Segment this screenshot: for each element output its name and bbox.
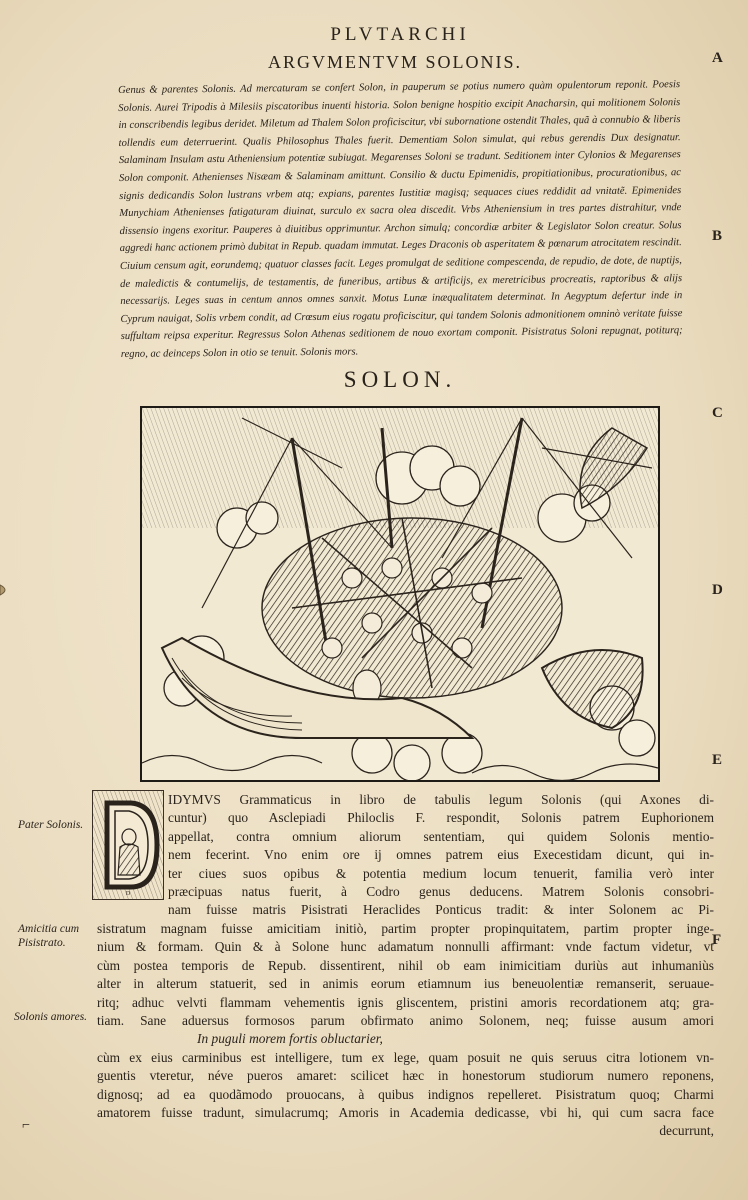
body-text-opening xyxy=(168,791,714,920)
initial-d-ornament xyxy=(93,791,163,899)
body-line: ter ciues suos opibus & potentia medium locum tenuerit, familia verò inter xyxy=(168,865,714,881)
margin-letter-a: A xyxy=(712,50,723,66)
verse-line: In puguli morem fortis obluctarier, xyxy=(197,1031,383,1047)
body-line: tiam. Sane aduersus formosos parum obfirmato animo Solonem, neq; fuisse ausum amori xyxy=(97,1013,714,1029)
argument-title: ARGVMENTVM SOLONIS. xyxy=(267,52,522,72)
body-line: præcipuas natus fuerit, à Codro genus deducens. Matrem Solonis consobri- xyxy=(168,884,714,900)
margin-letter-e: E xyxy=(712,752,723,768)
body-line: amatorem fuisse tradunt, simulacrumq; Amoris in Academia dedicasse, vbi hi, qui cum sacra face xyxy=(97,1105,714,1121)
woodcut-illustration xyxy=(140,406,660,782)
sea-battle-woodcut xyxy=(142,408,658,780)
bottom-mark: ⌐ xyxy=(22,1118,30,1133)
body-line: ritq; adhuc velvti flammam vehementis ignis gliscentem, pristini amoris recordationem atq; gra- xyxy=(97,994,714,1010)
body-line: nam fuisse matris Pisistrati Heraclides Ponticus tradit: & inter Solonem ac Pi- xyxy=(168,902,714,918)
body-line: cùm ex eius carminibus est intelligere, tum ex lege, quam posuit ne quis seruus citra lotionem vn- xyxy=(97,1049,714,1065)
page-tab-mark xyxy=(0,582,16,598)
body-line: IDYMVS Grammaticus in libro de tabulis legum Solonis (qui Axones di- xyxy=(168,792,714,807)
side-note-amores: Solonis amores. xyxy=(14,1011,88,1023)
body-line: nem fecerint. Vno enim ore ij omnes patrem eius Execestidam dicunt, qui in- xyxy=(168,847,714,863)
side-note-amicitia: Amicitia cum Pisistrato. xyxy=(18,923,79,949)
running-head: PLVTARCHI xyxy=(330,24,470,45)
initial-letter: D xyxy=(125,891,131,897)
body-line: cuntur) quo Asclepiadi Philoclis F. respondit, Solonis patrem Euphorionem xyxy=(168,810,714,826)
decorated-initial xyxy=(92,790,164,900)
body-text-continued xyxy=(97,920,714,1141)
body-line: cùm postea temporis de Repub. dissentirent, nihil ob eam inimicitiam duriùs aut inhumaniùs xyxy=(97,957,714,973)
catchword-line: decurrunt, xyxy=(659,1123,714,1139)
body-line: alter in alterum statuerit, sed in animis eorum etiamnum ius beneuolentiæ remanserit, seruaue- xyxy=(97,976,714,992)
body-line: guentis vteretur, néve pueros amaret: scilicet hæc in honestorum studiorum numero reponens, xyxy=(97,1068,714,1084)
body-line: nium & formam. Quin & à Solone hunc adamatum nonnulli affirmant: vnde factum videtur, vt xyxy=(97,939,714,955)
margin-letter-d: D xyxy=(712,582,723,598)
margin-letter-c: C xyxy=(712,405,723,421)
side-note-pater: Pater Solonis. xyxy=(18,819,84,831)
section-title: SOLON. xyxy=(343,367,457,392)
body-line: sistratum magnam fuisse amicitiam initiò, partim propter propinquitatem, partim propter inge- xyxy=(97,921,714,936)
margin-letter-f: F xyxy=(712,932,722,948)
argument-paragraph: Genus & parentes Solonis. Ad mercaturam se confert Solon, in pauperum se potius numero quàm opulentorum reponit. Poesis Solonis. Aurei Tripodis à Milesiis piscatoribus inuenti historia. Solon benigne hospitio excipit Anacharsin, qui molitionem Solonis in conscribendis legibus deridet. Miletum ad Thalem Solon proficiscitur, vbi subornatione ostendit Thales, quã à connubio & liberis tollendis eum deterruerint. Qualis Philosophus Thales fuerit. Dementiam Solon simulat, qui rebus gerendis Dux designatur. Salaminam Insulam astu Atheniensium potentiæ subiugat. Megarenses Soloni se tradunt. Seditionem inter Cylonios & Megarenses Solon componit. Athenienses Nisæam & Salaminam amittunt. Consilio & ductu Epimenidis, propitiationibus, procurationibus, ac signis dedicandis Solon lustrans vrbem atq; expians, parentes Iustitiæ magisq; sequaces ciues reddidit ad vnitatẽ. Epimenides Munychiam Athenienses fatigaturam diuinat, surculo ex sacra olea discedit. Vrbs Atheniensium in tres partes distrahitur, vnde dissensio ingens exoritur. Pauperes à diuitibus opprimuntur. Archon simulq; concordiæ arbiter & Legislator Solon creatur. Solus aggredi hanc actionem primò dubitat in Repub. quadam immutat. Leges Draconis ob asperitatem & pœnarum atrocitatem rescindit. Ciuium censum agit, eorundemq; quatuor classes facit. Leges promulgat de seditione compescenda, de repudio, de dote, de nuptijs, de maledictis & contumelijs, de testamentis, de funeribus, artibus & artificijs, ex meretricibus procreatis, raptoribus & alijs necessarijs. Leges suas in centum annos omnes sanxit. Motus Lunæ inæqualitatem determinat. In Aegyptum defertur inde in Cyprum nauigat, Solis vrbem condit, ad Crœsum eius rogatu proficiscitur, qui tandem Solonis admonitionem omninò veritate fuisse suffultam reipsa experitur. Regressus Solon Athenas seditionem de nouo exortam componit. Pisistratus Soloni repugnat, potiturq; regno, ac deinceps Solon in otio se tenuit. Solonis mors. xyxy=(118,79,683,360)
body-line: appellat, contra omnium aliorum sententiam, qui quidem Solonis mentio- xyxy=(168,828,714,844)
body-line: dignosq; ad ea quodãmodo prouocans, à quibus indignos repelleret. Pisistratum quoq; Charmi xyxy=(97,1086,714,1102)
margin-letter-b: B xyxy=(712,228,723,244)
